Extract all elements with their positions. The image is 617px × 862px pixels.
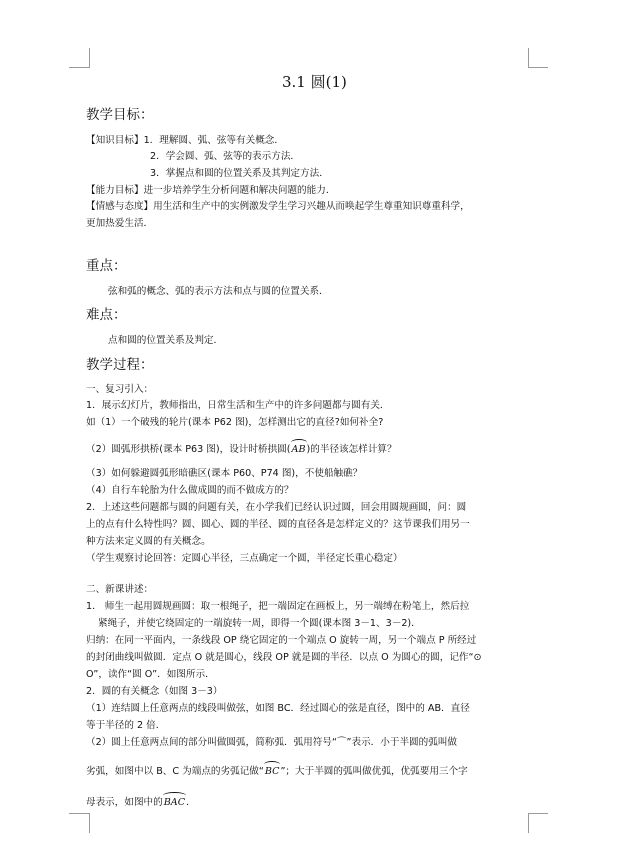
emotion-objective-cont: 更加热爱生活． xyxy=(86,218,154,229)
arc-ab: AB xyxy=(291,444,306,455)
knowledge-objective: 【知识目标】1．理解圆、弧、弦等有关概念． xyxy=(86,135,284,146)
arc-bc: BC xyxy=(264,766,280,777)
emotion-objective: 【情感与态度】用生活和生产中的实例激发学生学习兴趣从而唤起学生尊重知识尊重科学， xyxy=(86,201,470,212)
review-line-3: （2）圆弧形拱桥(课本 P63 图)，设计时桥拱圆(AB)的半径该怎样计算？ xyxy=(86,444,397,455)
review-line-6: 2．上述这些问题都与圆的问题有关，在小学我们已经认识过圆，回会用圆规画圆，问：圆 xyxy=(86,502,467,513)
process-heading: 教学过程： xyxy=(86,357,154,373)
new-line-10: 劣弧，如图中以 B、C 为端点的劣弧记做“BC”；大于半圆的弧叫做优弧，优弧要用三个字 xyxy=(86,766,468,777)
key-points-heading: 重点： xyxy=(86,258,127,274)
knowledge-objective-2: 2．学会圆、弧、弦等的表示方法． xyxy=(150,151,301,162)
review-line-7: 上的点有什么特性吗？圆、圆心、圆的半径、圆的直径各是怎样定义的？这节课我们用另一 xyxy=(86,519,470,530)
key-points-text: 弦和弧的概念、弧的表示方法和点与圆的位置关系． xyxy=(108,286,329,297)
new-line-4: 的封闭曲线叫做圆．定点 O 就是圆心，线段 OP 就是圆的半径．以点 O 为圆心的圆，记作“⊙ xyxy=(86,652,482,663)
crop-mark-bottom-left xyxy=(69,813,90,833)
new-line-1: 1． 师生一起用圆规画圆：取一根绳子，把一端固定在画板上，另一端缚在粉笔上，然后拉 xyxy=(86,601,470,612)
new-line-9: （2）圆上任意两点间的部分叫做圆弧，简称弧．弧用符号“⌒”表示．小于半圆的弧叫做 xyxy=(86,737,458,748)
objectives-heading: 教学目标： xyxy=(86,107,154,123)
knowledge-objective-3: 3．掌握点和圆的位置关系及其判定方法． xyxy=(150,168,329,179)
difficulties-heading: 难点： xyxy=(86,307,127,323)
crop-mark-top-left xyxy=(69,48,90,68)
ability-objective: 【能力目标】进一步培养学生分析问题和解决问题的能力． xyxy=(86,185,336,196)
new-line-3: 归纳：在同一平面内，一条线段 OP 绕它固定的一个端点 O 旋转一周，另一个端点 P 所经过 xyxy=(86,635,477,646)
review-title: 一、复习引入： xyxy=(86,384,154,395)
review-line-1: 1．展示幻灯片，教师指出，日常生活和生产中的许多问题都与圆有关． xyxy=(86,400,390,411)
page-title: 3.1 圆(1) xyxy=(282,73,347,91)
new-line-11: 母表示，如图中的BAC． xyxy=(86,797,196,808)
review-line-8: 种方法来定义圆的有关概念。 xyxy=(86,536,211,547)
review-line-4: （3）如何躲避圆弧形暗礁区(课本 P60、P74 图)，不使船触礁？ xyxy=(86,468,363,479)
arc-bac: BAC xyxy=(163,797,186,808)
new-line-8: 等于半径的 2 倍． xyxy=(86,720,166,731)
review-line-2: 如（1）一个破残的轮片(课本 P62 图)，怎样测出它的直径?如何补全? xyxy=(86,417,384,428)
crop-mark-top-right xyxy=(528,48,548,68)
review-line-9: （学生观察讨论回答：定圆心半径，三点确定一个圆，半径定长重心稳定） xyxy=(86,553,403,564)
review-line-5: （4）自行车轮胎为什么做成圆的而不做成方的？ xyxy=(86,485,294,496)
new-line-7: （1）连结圆上任意两点的线段叫做弦，如图 BC．经过圆心的弦是直径，图中的 AB．直径 xyxy=(86,703,470,714)
new-line-5: O”，读作“圆 O”．如图所示． xyxy=(86,669,215,680)
new-lesson-title: 二、新课讲述： xyxy=(86,584,154,595)
difficulties-text: 点和圆的位置关系及判定． xyxy=(108,335,224,346)
new-line-6: 2．圆的有关概念（如图 3－3） xyxy=(86,686,223,697)
new-line-2: 紧绳子，并使它绕固定的一端旋转一周，即得一个圆(课本图 3－1、3－2)． xyxy=(98,618,421,629)
crop-mark-bottom-right xyxy=(528,813,548,833)
